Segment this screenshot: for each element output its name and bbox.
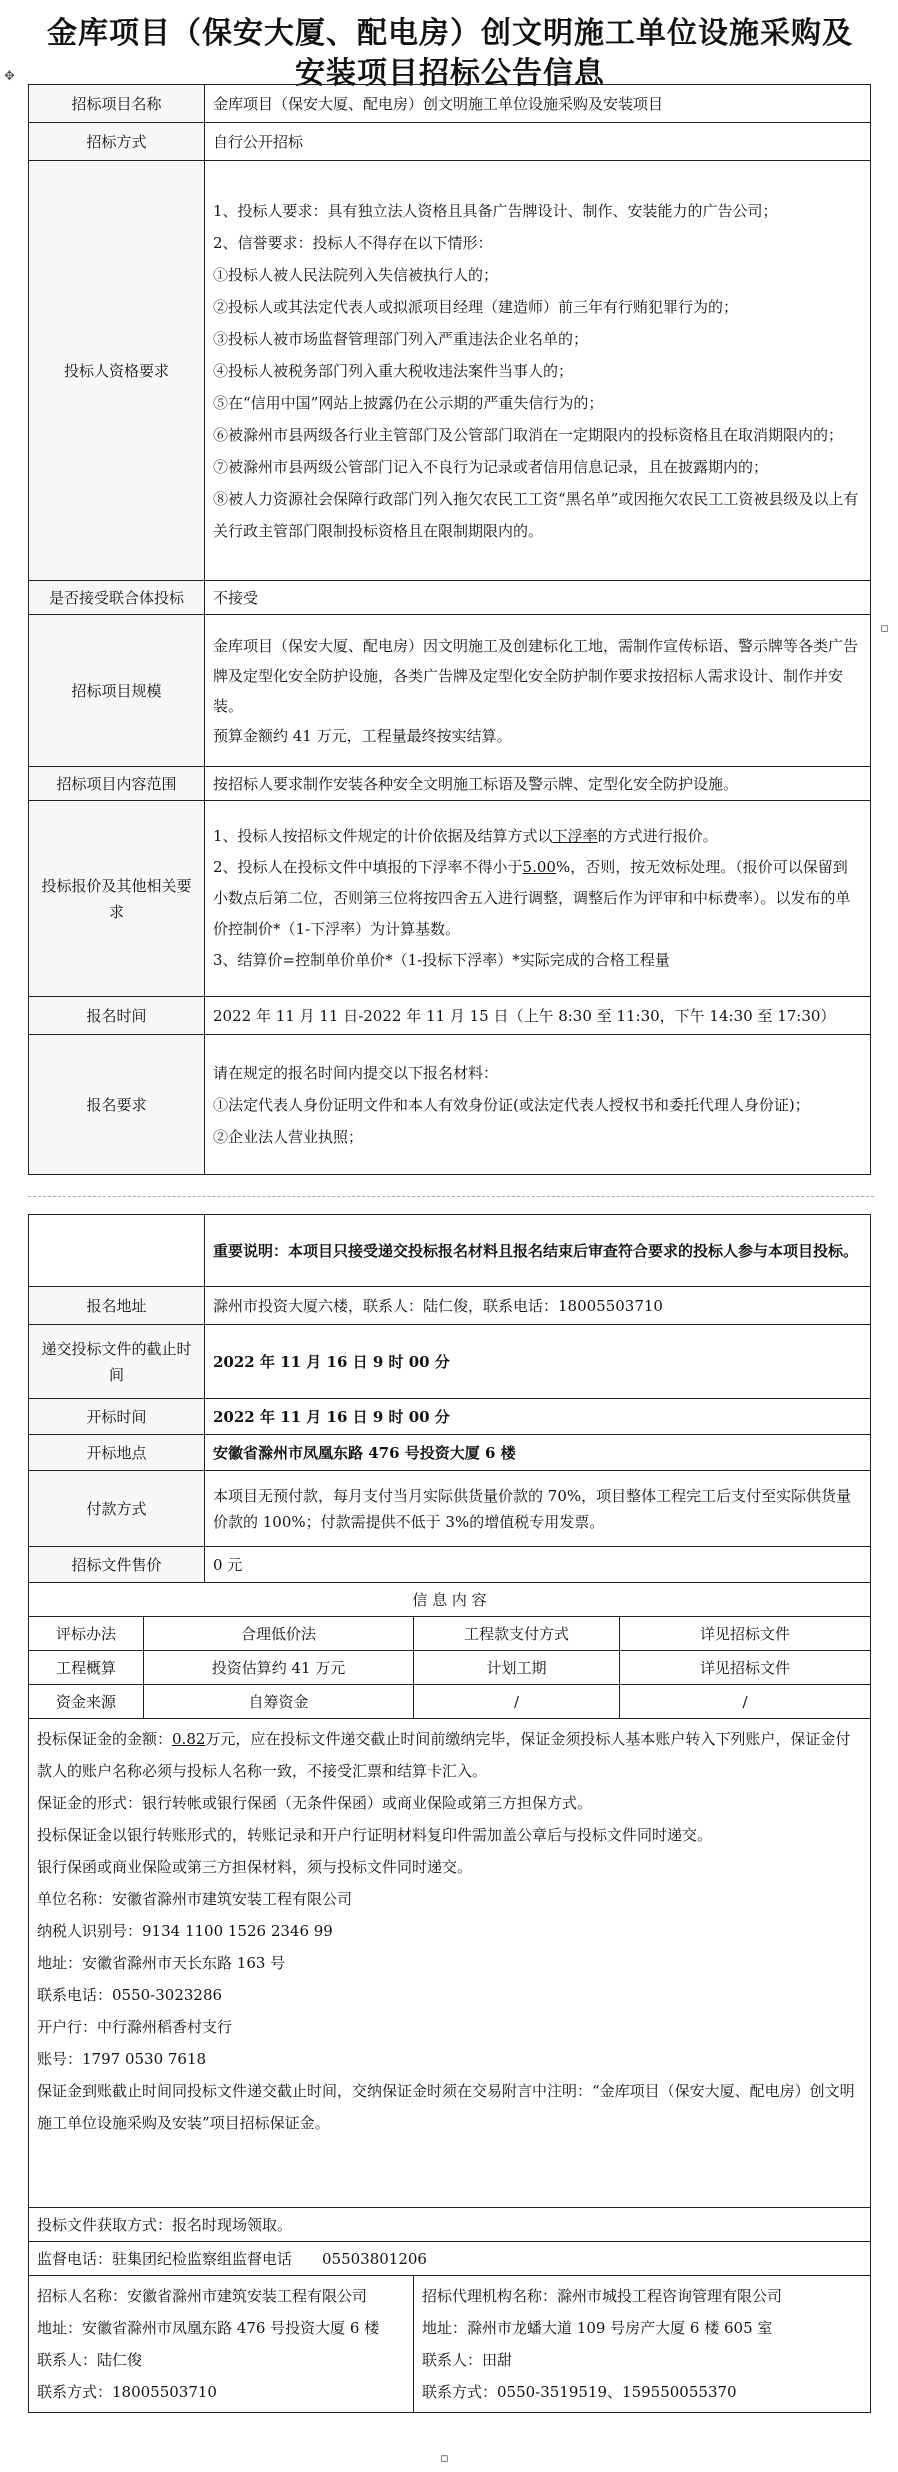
- qualification-line: ⑤在“信用中国”网站上披露仍在公示期的严重失信行为的；: [213, 393, 604, 412]
- scale-line: 金库项目（保安大厦、配电房）因文明施工及创建标化工地，需制作宣传标语、警示牌等各类广告牌及定型化安全防护设施，各类广告牌及定型化安全防护制作要求按招标人需求设计、制作并安装。: [213, 636, 859, 715]
- table-row: [29, 767, 871, 801]
- info-cell: 投资估算约 41 万元: [144, 1651, 414, 1685]
- reg-req-line: ②企业法人营业执照；: [213, 1127, 364, 1146]
- qualification-line: ②投标人或其法定代表人或拟派项目经理（建造师）前三年有行贿犯罪行为的；: [213, 297, 739, 316]
- contact-line: 联系人：田甜: [422, 2351, 513, 2369]
- info-cell: 评标办法: [29, 1617, 144, 1651]
- row-label: 招标项目名称: [29, 85, 205, 123]
- info-cell: 自筹资金: [144, 1685, 414, 1719]
- address-value: 滁州市投资大厦六楼，联系人：陆仁俊，联系电话：18005503710: [205, 1287, 871, 1325]
- info-cell: /: [414, 1685, 620, 1719]
- qualification-line: ⑦被滁州市县两级公管部门记入不良行为记录或者信用信息记录，且在披露期内的；: [213, 457, 769, 476]
- table-row: [29, 1435, 871, 1471]
- contact-line: 联系方式：0550-3519519、159550055370: [422, 2383, 737, 2401]
- price-text: 1、投标人按招标文件规定的计价依据及结算方式以: [213, 827, 553, 845]
- reg-time-label: 报名时间: [29, 997, 205, 1035]
- deposit-line: 保证金到账截止时间同投标文件递交截止时间，交纳保证金时须在交易附言中注明：“金库项目（保安大厦、配电房）创文明施工单位设施采购及安装”项目招标保证金。: [37, 2082, 855, 2132]
- doc-price-label: 招标文件售价: [29, 1547, 205, 1583]
- agency-contact: [414, 2276, 871, 2413]
- table-row: [29, 801, 871, 997]
- deadline-label: 递交投标文件的截止时间: [29, 1325, 205, 1399]
- scope-value: 按招标人要求制作安装各种安全文明施工标语及警示牌、定型化安全防护设施。: [205, 767, 871, 801]
- info-cell: 详见招标文件: [620, 1651, 871, 1685]
- row-value: 金库项目（保安大厦、配电房）创文明施工单位设施采购及安装项目: [205, 85, 871, 123]
- qualification-line: ⑧被人力资源社会保障行政部门列入拖欠农民工工资“黑名单”或因拖欠农民工工资被县级及以上有关行政主管部门限制投标资格且在限制期限内的。: [213, 489, 859, 540]
- table-row: [29, 581, 871, 615]
- price-value: [205, 801, 871, 997]
- contact-line: 招标代理机构名称：滁州市城投工程咨询管理有限公司: [422, 2287, 783, 2305]
- deposit-block: [29, 1719, 871, 2208]
- open-time-value: 2022 年 11 月 16 日 9 时 00 分: [205, 1399, 871, 1435]
- table-row: [29, 1685, 871, 1719]
- qualification-line: 1、投标人要求：具有独立法人资格且具备广告牌设计、制作、安装能力的广告公司；: [213, 201, 778, 220]
- tenderer-contact: [29, 2276, 414, 2413]
- page-title: 金库项目（保安大厦、配电房）创文明施工单位设施采购及安装项目招标公告信息: [47, 16, 853, 91]
- contact-line: 联系方式：18005503710: [37, 2383, 217, 2401]
- table-row: [29, 2276, 871, 2413]
- info-cell: 资金来源: [29, 1685, 144, 1719]
- info-header: 信 息 内 容: [29, 1583, 871, 1617]
- price-label: 投标报价及其他相关要求: [29, 801, 205, 997]
- price-text: %，否则，按无效标处理。（报价可以保留到小数点后第二位，否则第三位将按四舍五入进行调整，调整后作为评审和中标费率）。以发布的单价控制价*（1-下浮率）为计算基数。: [213, 858, 851, 938]
- table-row: [29, 615, 871, 767]
- deposit-text: 万元，应在投标文件递交截止时间前缴纳完毕，保证金须投标人基本账户转入下列账户，保证金付款人的账户名称必须与投标人名称一致，不接受汇票和结算卡汇入。: [37, 1730, 851, 1780]
- info-cell: 工程款支付方式: [414, 1617, 620, 1651]
- qualification-line: ④投标人被税务部门列入重大税收违法案件当事人的；: [213, 361, 574, 380]
- consortium-value: 不接受: [205, 581, 871, 615]
- scale-line: 预算金额约 41 万元，工程量最终按实结算。: [213, 726, 512, 745]
- price-text: 2、投标人在投标文件中填报的下浮率不得小于: [213, 858, 523, 876]
- row-label: 招标方式: [29, 123, 205, 161]
- tender-info-table-1: [28, 84, 871, 1175]
- table-row: [29, 2208, 871, 2242]
- price-line: 3、结算价=控制单价单价*（1-投标下浮率）*实际完成的合格工程量: [213, 951, 670, 969]
- table-row: [29, 1215, 871, 1287]
- reg-req-line: 请在规定的报名时间内提交以下报名材料：: [213, 1063, 499, 1082]
- table-row: [29, 1287, 871, 1325]
- discount-rate-term: 下浮率: [552, 827, 598, 845]
- deposit-line: 账号：1797 0530 7618: [37, 2050, 207, 2068]
- table-row: [29, 1471, 871, 1547]
- deposit-line: 单位名称：安徽省滁州市建筑安装工程有限公司: [37, 1890, 353, 1908]
- resize-handle-icon[interactable]: ▫: [880, 621, 889, 636]
- deadline-value: 2022 年 11 月 16 日 9 时 00 分: [205, 1325, 871, 1399]
- min-discount-value: 5.00: [522, 858, 556, 876]
- price-line: [213, 852, 862, 945]
- table-row: [29, 2242, 871, 2276]
- row-value: 自行公开招标: [205, 123, 871, 161]
- payment-label: 付款方式: [29, 1471, 205, 1547]
- open-place-label: 开标地点: [29, 1435, 205, 1471]
- deposit-text: 投标保证金的金额：: [37, 1730, 173, 1748]
- deposit-line: 保证金的形式：银行转帐或银行保函（无条件保函）或商业保险或第三方担保方式。: [37, 1794, 593, 1812]
- contact-line: 联系人：陆仁俊: [37, 2351, 143, 2369]
- deposit-line: 银行保函或商业保险或第三方担保材料，须与投标文件同时递交。: [37, 1858, 473, 1876]
- important-note: 重要说明：本项目只接受递交投标报名材料且报名结束后审查符合要求的投标人参与本项目投标。: [205, 1215, 871, 1287]
- open-time-label: 开标时间: [29, 1399, 205, 1435]
- table-row: [29, 1399, 871, 1435]
- address-label: 报名地址: [29, 1287, 205, 1325]
- reg-req-label: 报名要求: [29, 1035, 205, 1175]
- price-line: [213, 821, 862, 852]
- scale-label: 招标项目规模: [29, 615, 205, 767]
- table-row: [29, 85, 871, 123]
- contact-line: 地址：安徽省滁州市凤凰东路 476 号投资大厦 6 楼: [37, 2319, 380, 2337]
- deposit-line: 纳税人识别号：9134 1100 1526 2346 99: [37, 1922, 333, 1940]
- deposit-line: 地址：安徽省滁州市天长东路 163 号: [37, 1954, 286, 1972]
- table-row: [29, 123, 871, 161]
- info-cell: 工程概算: [29, 1651, 144, 1685]
- scope-label: 招标项目内容范围: [29, 767, 205, 801]
- get-doc-method: 投标文件获取方式：报名时现场领取。: [29, 2208, 871, 2242]
- tender-info-table-2: [28, 1214, 871, 1583]
- table-row: [29, 1719, 871, 2208]
- table-row: [29, 161, 871, 581]
- open-place-value: 安徽省滁州市凤凰东路 476 号投资大厦 6 楼: [205, 1435, 871, 1471]
- deposit-line: 开户行：中行滁州稻香村支行: [37, 2018, 233, 2036]
- contact-line: 地址：滁州市龙蟠大道 109 号房产大厦 6 楼 605 室: [422, 2319, 773, 2337]
- doc-price-value: 0 元: [205, 1547, 871, 1583]
- reg-time-value: 2022 年 11 月 11 日-2022 年 11 月 15 日（上午 8:30 至 11:30，下午 14:30 至 17:30）: [205, 997, 871, 1035]
- info-cell: 计划工期: [414, 1651, 620, 1685]
- qualification-line: ⑥被滁州市县两级各行业主管部门及公管部门取消在一定期限内的投标资格且在取消期限内的；: [213, 425, 844, 444]
- table-row: [29, 1325, 871, 1399]
- scale-value: [205, 615, 871, 767]
- price-text: 的方式进行报价。: [597, 827, 718, 845]
- qualification-label: 投标人资格要求: [29, 161, 205, 581]
- info-cell: 详见招标文件: [620, 1617, 871, 1651]
- blank-cell: [29, 1215, 205, 1287]
- qualification-line: 2、信誉要求：投标人不得存在以下情形：: [213, 233, 493, 252]
- qualification-value: [205, 161, 871, 581]
- resize-handle-icon[interactable]: ▫: [440, 2451, 449, 2466]
- qualification-line: ①投标人被人民法院列入失信被执行人的；: [213, 265, 499, 284]
- supervision-phone: 监督电话：驻集团纪检监察组监督电话 05503801206: [29, 2242, 871, 2276]
- info-content-table: [28, 1582, 871, 2413]
- table-row: [29, 1651, 871, 1685]
- contact-line: 招标人名称：安徽省滁州市建筑安装工程有限公司: [37, 2287, 368, 2305]
- table-row: [29, 1617, 871, 1651]
- reg-req-value: [205, 1035, 871, 1175]
- table-row: [29, 1583, 871, 1617]
- info-cell: /: [620, 1685, 871, 1719]
- info-cell: 合理低价法: [144, 1617, 414, 1651]
- page-break-divider: [28, 1196, 874, 1197]
- table-row: [29, 997, 871, 1035]
- deposit-line: 联系电话：0550-3023286: [37, 1986, 223, 2004]
- payment-value: 本项目无预付款，每月支付当月实际供货量价款的 70%，项目整体工程完工后支付至实际供货量价款的 100%；付款需提供不低于 3%的增值税专用发票。: [205, 1471, 871, 1547]
- deposit-line: 投标保证金以银行转账形式的，转账记录和开户行证明材料复印件需加盖公章后与投标文件同时递交。: [37, 1826, 713, 1844]
- move-handle-icon[interactable]: ✥: [4, 69, 15, 84]
- reg-req-line: ①法定代表人身份证明文件和本人有效身份证(或法定代表人授权书和委托代理人身份证)；: [213, 1095, 810, 1114]
- deposit-line: [37, 1723, 862, 1787]
- consortium-label: 是否接受联合体投标: [29, 581, 205, 615]
- qualification-line: ③投标人被市场监督管理部门列入严重违法企业名单的；: [213, 329, 589, 348]
- table-row: [29, 1035, 871, 1175]
- deposit-amount: 0.82: [172, 1730, 206, 1748]
- table-row: [29, 1547, 871, 1583]
